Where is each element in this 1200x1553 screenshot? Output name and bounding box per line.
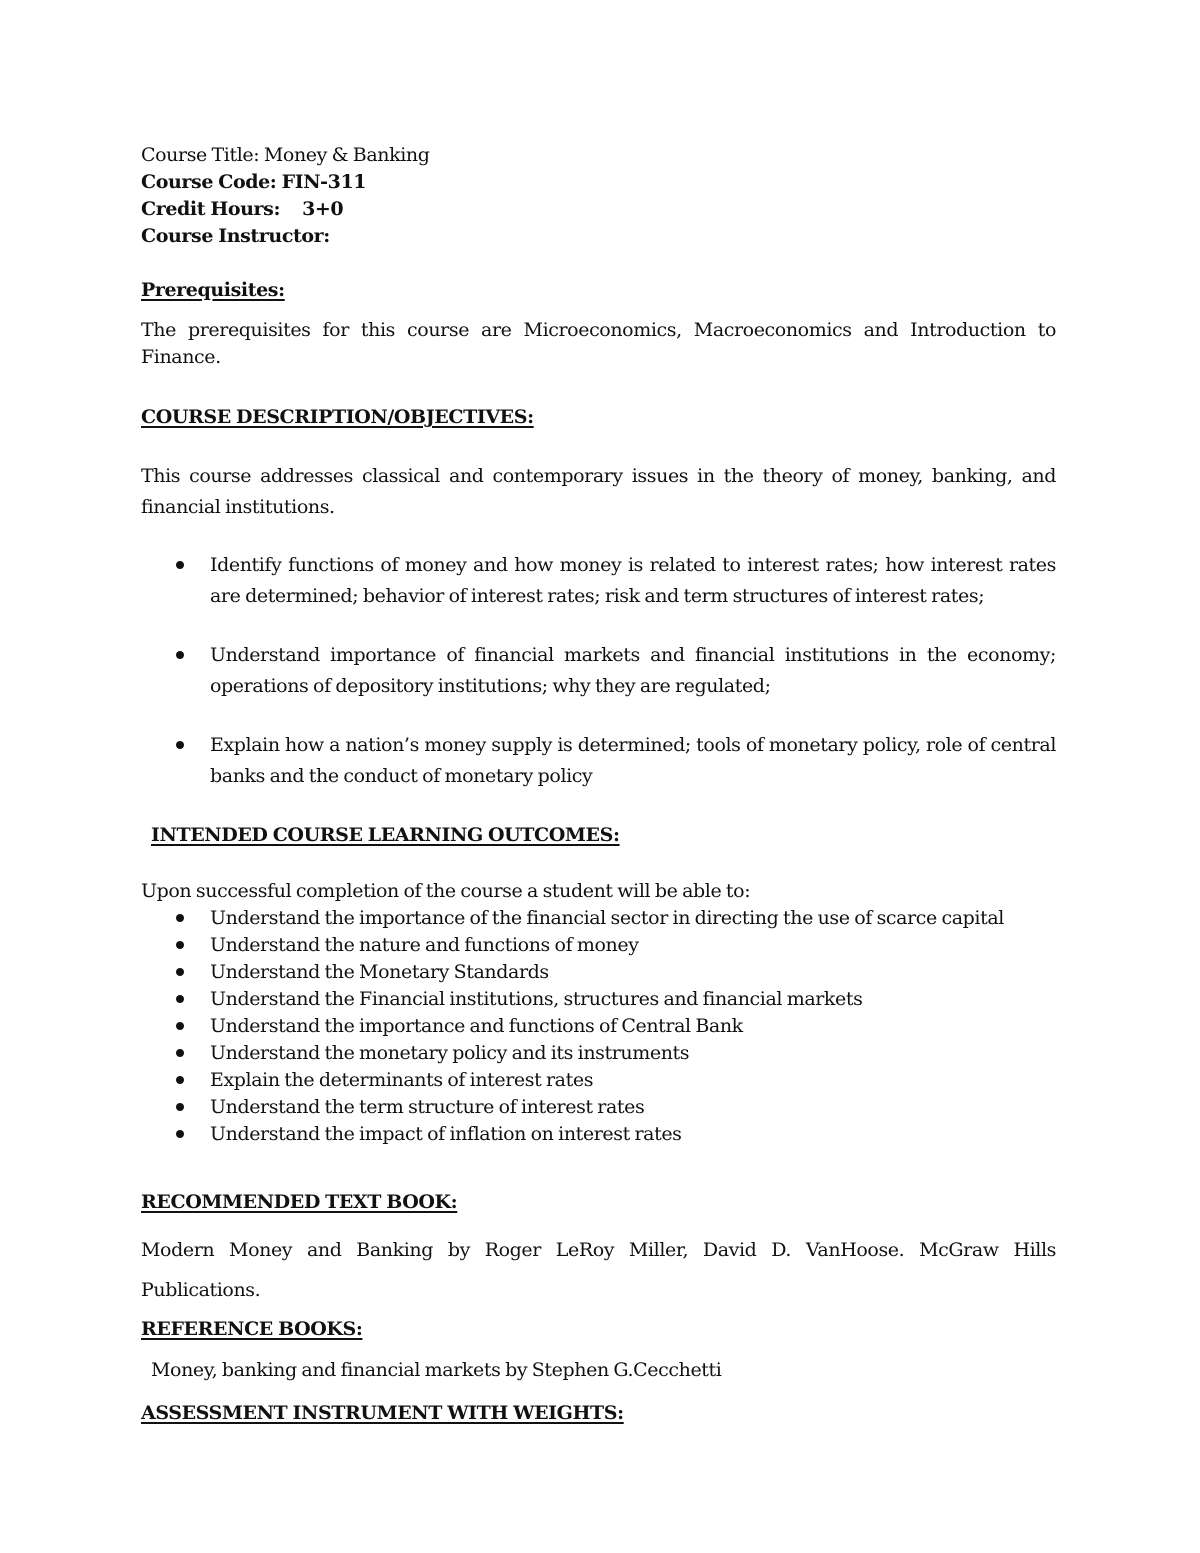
- outcomes-intro: Upon successful completion of the course a student will be able to:: [141, 880, 751, 902]
- objective-item: Explain how a nation’s money supply is determined; tools of monetary policy, role of central banks and the conduct of monetary policy: [141, 730, 1056, 792]
- outcome-item: Understand the monetary policy and its instruments: [141, 1040, 1056, 1067]
- credit-hours-value: 3+0: [302, 198, 344, 220]
- course-title: Course Title: Money & Banking: [141, 144, 430, 166]
- outcome-item: Understand the importance and functions of Central Bank: [141, 1013, 1056, 1040]
- outcome-item: Explain the determinants of interest rates: [141, 1067, 1056, 1094]
- textbook-heading: RECOMMENDED TEXT BOOK:: [141, 1191, 458, 1213]
- objective-item: Understand importance of financial markets and financial institutions in the economy; operations of depository institutions; why they are regulated;: [141, 640, 1056, 702]
- textbook-text: Modern Money and Banking by Roger LeRoy Miller, David D. VanHoose. McGraw Hills Publications.: [141, 1239, 1056, 1301]
- reference-heading: REFERENCE BOOKS:: [141, 1318, 363, 1340]
- outcome-item: Understand the nature and functions of money: [141, 932, 1056, 959]
- course-instructor: Course Instructor:: [141, 225, 330, 247]
- outcomes-heading: INTENDED COURSE LEARNING OUTCOMES:: [151, 824, 620, 846]
- reference-text: Money, banking and financial markets by Stephen G.Cecchetti: [151, 1359, 722, 1381]
- description-intro: This course addresses classical and contemporary issues in the theory of money, banking, and financial institutions.: [141, 465, 1056, 518]
- assessment-heading: ASSESSMENT INSTRUMENT WITH WEIGHTS:: [141, 1402, 624, 1424]
- credit-hours: [141, 196, 1056, 223]
- outcomes-list: [141, 905, 1056, 1148]
- prerequisites-text: The prerequisites for this course are Microeconomics, Macroeconomics and Introduction to Finance.: [141, 319, 1056, 368]
- course-code: Course Code: FIN-311: [141, 171, 367, 193]
- credit-hours-label: Credit Hours:: [141, 198, 281, 220]
- outcome-item: Understand the impact of inflation on interest rates: [141, 1121, 1056, 1148]
- outcome-item: Understand the importance of the financial sector in directing the use of scarce capital: [141, 905, 1056, 932]
- outcome-item: Understand the Financial institutions, structures and financial markets: [141, 986, 1056, 1013]
- outcome-item: Understand the term structure of interest rates: [141, 1094, 1056, 1121]
- description-heading: COURSE DESCRIPTION/OBJECTIVES:: [141, 406, 534, 428]
- prerequisites-heading: Prerequisites:: [141, 279, 285, 301]
- outcome-item: Understand the Monetary Standards: [141, 959, 1056, 986]
- objective-item: Identify functions of money and how money is related to interest rates; how interest rates are determined; behavior of interest rates; risk and term structures of interest rates;: [141, 550, 1056, 612]
- course-header: [141, 142, 1056, 250]
- document-page: [141, 142, 1056, 1427]
- objectives-list: [141, 550, 1056, 792]
